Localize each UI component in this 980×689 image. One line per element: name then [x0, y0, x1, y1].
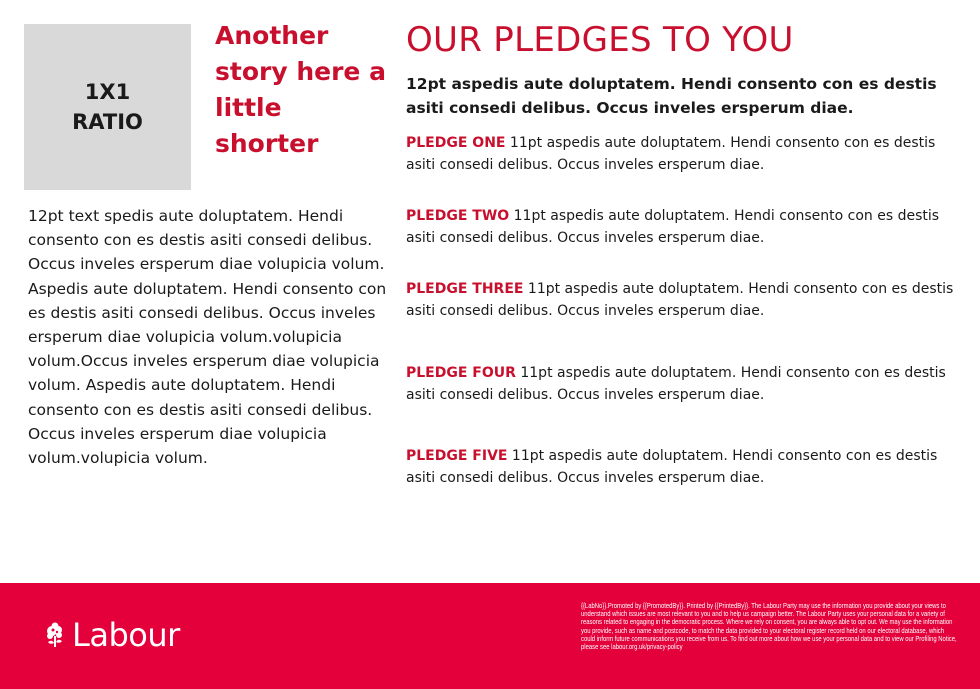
labour-logo	[40, 613, 180, 657]
pledge-text: 11pt aspedis aute doluptatem. Hendi consento con es destis asiti consedi delibus. Occus inveles ersperum diae.	[406, 208, 940, 246]
pledge-label: PLEDGE FOUR	[406, 365, 516, 381]
rose-icon	[40, 620, 70, 650]
pledge-label: PLEDGE FIVE	[406, 448, 508, 464]
pledge-label: PLEDGE THREE	[406, 281, 524, 297]
pledge-text: 11pt aspedis aute doluptatem. Hendi consento con es destis asiti consedi delibus. Occus inveles ersperum diae.	[406, 135, 936, 173]
image-placeholder: 1X1 RATIO	[24, 24, 191, 190]
pledge-five	[406, 445, 966, 489]
pledges-intro: 12pt aspedis aute doluptatem. Hendi consento con es destis asiti consedi delibus. Occus inveles ersperum diae.	[406, 75, 937, 117]
pledge-text: 11pt aspedis aute doluptatem. Hendi consento con es destis asiti consedi delibus. Occus inveles ersperum diae.	[406, 281, 954, 319]
pledge-two	[406, 205, 966, 249]
pledge-four	[406, 362, 966, 406]
pledge-text: 11pt aspedis aute doluptatem. Hendi consento con es destis asiti consedi delibus. Occus inveles ersperum diae.	[406, 365, 946, 403]
story-headline: Another story here a little shorter	[215, 21, 386, 158]
story-body: 12pt text spedis aute doluptatem. Hendi consento con es destis asiti consedi delibus. Occus inveles ersperum diae volupicia volum. Aspedis aute doluptatem. Hendi consento con es destis asiti consedi delibus. Occus inveles ersperum diae volupicia volum.volupicia volum.Occus inveles ersperum diae volupicia volum. Aspedis aute doluptatem. Hendi consento con es destis asiti consedi delibus. Occus inveles ersperum diae volupicia volum.volupicia volum.	[28, 207, 387, 468]
pledges-title: OUR PLEDGES TO YOU	[406, 20, 794, 60]
pledge-label: PLEDGE TWO	[406, 208, 510, 224]
footer-banner	[0, 583, 980, 689]
pledge-text: 11pt aspedis aute doluptatem. Hendi consento con es destis asiti consedi delibus. Occus inveles ersperum diae.	[406, 448, 938, 486]
pledge-three	[406, 278, 966, 322]
imprint-text: {{LabNo}}.Promoted by {{PromotedBy}}. Printed by {{PrintedBy}}. The Labour Party may use the information you provide about your views to understand which issues are most relevant to you and to help us campaign better. The Labour Party uses your personal data for a variety of reasons related to engaging in the democratic process. Where we rely on consent, you are always able to opt out. We may use the information you provide, such as name and postcode, to match the data provided to your electoral register record held on our electoral database, which could inform future communications you receive from us. To find out more about how we use your personal data and to view our Profiling Notice, please see labour.org.uk/privacy-policy	[581, 601, 957, 652]
pledge-label: PLEDGE ONE	[406, 135, 506, 151]
logo-text: Labour	[72, 616, 180, 654]
pledge-one	[406, 132, 966, 176]
